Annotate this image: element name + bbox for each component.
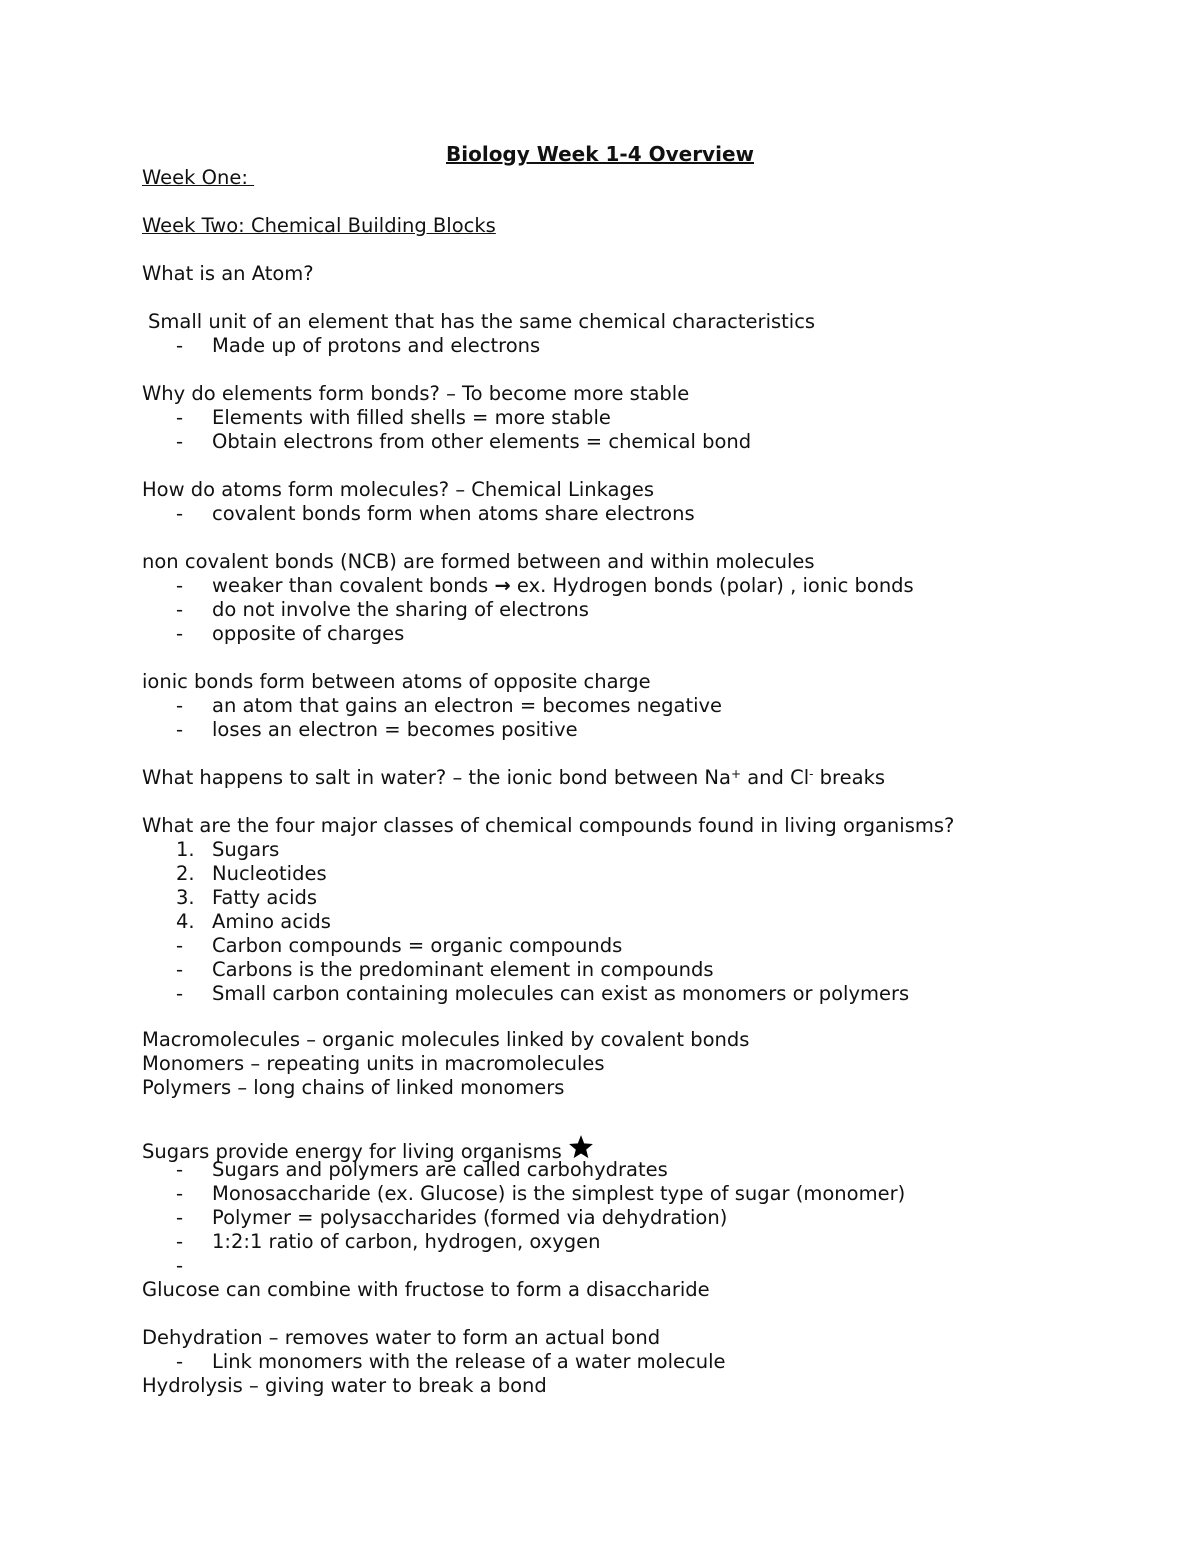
list-item: - Monosaccharide (ex. Glucose) is the simplest type of sugar (monomer) (176, 1182, 906, 1205)
list-item: - Polymer = polysaccharides (formed via dehydration) (176, 1206, 728, 1229)
bullet-dash: - (176, 1254, 184, 1277)
definition-polymers: Polymers – long chains of linked monomers (142, 1076, 565, 1099)
numbered-item: 2. Nucleotides (176, 862, 327, 885)
bullet-dash: - (176, 982, 184, 1005)
bonds-question: Why do elements form bonds? – To become more stable (142, 382, 690, 405)
numbered-item: 4. Amino acids (176, 910, 331, 933)
bullet-dash: - (176, 1206, 184, 1229)
bullet-dash: - (176, 406, 184, 429)
numbered-item: 3. Fatty acids (176, 886, 318, 909)
salt-question: What happens to salt in water? – the ionic bond between Na+ and Cl- breaks (142, 766, 886, 789)
bullet-dash: - (176, 1158, 184, 1181)
glucose-note: Glucose can combine with fructose to form a disaccharide (142, 1278, 710, 1301)
bullet-dash: - (176, 694, 184, 717)
bullet-dash: - (176, 718, 184, 741)
list-item: - Small carbon containing molecules can exist as monomers or polymers (176, 982, 910, 1005)
bullet-dash: - (176, 958, 184, 981)
bullet-dash: - (176, 334, 184, 357)
bullet-dash: - (176, 622, 184, 645)
list-item (142, 1254, 1142, 1278)
classes-question: What are the four major classes of chemical compounds found in living organisms? (142, 814, 955, 837)
definition-macromolecules: Macromolecules – organic molecules linked by covalent bonds (142, 1028, 750, 1051)
bullet-dash: - (176, 598, 184, 621)
list-item: - covalent bonds form when atoms share electrons (176, 502, 695, 525)
sugars-heading: Sugars provide energy for living organisms (142, 1134, 1142, 1158)
list-item: - Obtain electrons from other elements = chemical bond (176, 430, 752, 453)
list-item: - weaker than covalent bonds → ex. Hydrogen bonds (polar) , ionic bonds (176, 574, 914, 597)
hydrolysis-definition: Hydrolysis – giving water to break a bond (142, 1374, 547, 1397)
bullet-dash: - (176, 1350, 184, 1373)
list-item: - an atom that gains an electron = becomes negative (176, 694, 723, 717)
bullet-dash: - (176, 574, 184, 597)
list-item: - 1:2:1 ratio of carbon, hydrogen, oxygen (176, 1230, 601, 1253)
list-item: - Sugars and polymers are called carbohydrates (176, 1158, 668, 1181)
definition-monomers: Monomers – repeating units in macromolecules (142, 1052, 605, 1075)
bullet-dash: - (176, 1182, 184, 1205)
list-item: - Carbons is the predominant element in compounds (176, 958, 714, 981)
list-item: - Link monomers with the release of a water molecule (176, 1350, 726, 1373)
list-item: - loses an electron = becomes positive (176, 718, 578, 741)
bullet-dash: - (176, 1230, 184, 1253)
ionic-heading: ionic bonds form between atoms of opposite charge (142, 670, 651, 693)
list-item: - Made up of protons and electrons (176, 334, 541, 357)
bullet-dash: - (176, 502, 184, 525)
molecules-question: How do atoms form molecules? – Chemical Linkages (142, 478, 655, 501)
document-body (142, 142, 1142, 1398)
ncb-heading: non covalent bonds (NCB) are formed between and within molecules (142, 550, 815, 573)
list-item: - Carbon compounds = organic compounds (176, 934, 623, 957)
list-item: - opposite of charges (176, 622, 405, 645)
numbered-item: 1. Sugars (176, 838, 280, 861)
dehydration-heading: Dehydration – removes water to form an actual bond (142, 1326, 661, 1349)
star-icon (568, 1134, 594, 1160)
atom-question: What is an Atom? (142, 262, 314, 285)
atom-definition: Small unit of an element that has the same chemical characteristics (148, 310, 816, 333)
bullet-dash: - (176, 430, 184, 453)
document-title: Biology Week 1-4 Overview (446, 142, 754, 166)
list-item: - Elements with filled shells = more stable (176, 406, 611, 429)
arrow-right-icon: → (494, 574, 511, 597)
week-one-heading: Week One: (142, 166, 255, 189)
bullet-dash: - (176, 934, 184, 957)
week-two-heading: Week Two: Chemical Building Blocks (142, 214, 496, 237)
list-item: - do not involve the sharing of electrons (176, 598, 589, 621)
